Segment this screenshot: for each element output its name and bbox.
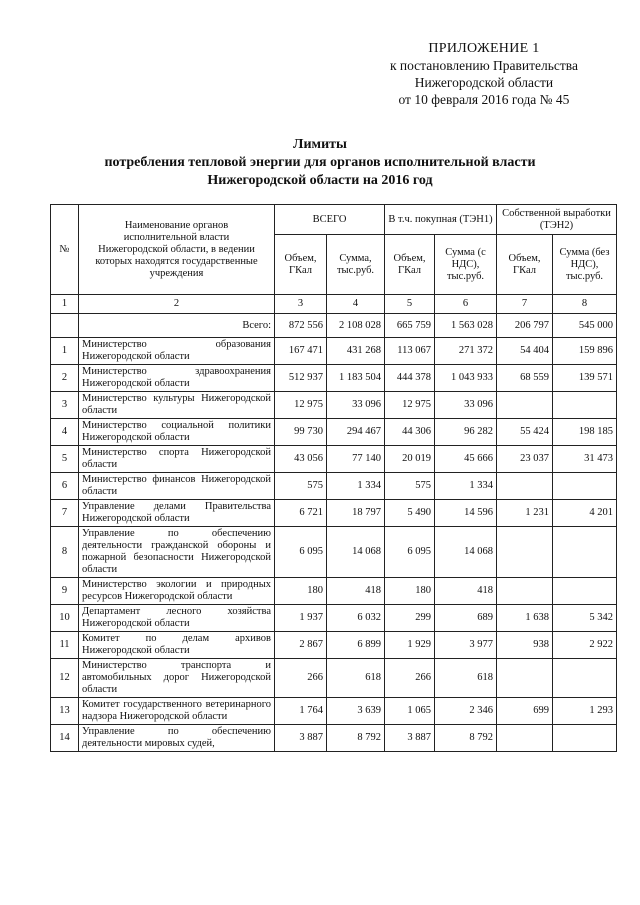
table-row [51, 446, 617, 473]
table-row [51, 605, 617, 632]
row-value: 2 346 [435, 698, 497, 725]
row-value: 418 [327, 578, 385, 605]
row-value: 2 922 [553, 632, 617, 659]
row-number: 3 [51, 392, 79, 419]
organization-name: Министерство культуры Нижегородской области [79, 392, 275, 419]
row-value: 33 096 [327, 392, 385, 419]
row-number: 5 [51, 446, 79, 473]
row-value: 99 730 [275, 419, 327, 446]
title-line: потребления тепловой энергии для органов исполнительной власти [104, 155, 536, 170]
row-value: 14 068 [327, 527, 385, 578]
header-name: Наименование органов исполнительной власти Нижегородской области, в ведении которых находятся государственные учреждения [79, 205, 275, 295]
row-value: 299 [385, 605, 435, 632]
header-own: Собственной выработки (ТЭН2) [497, 205, 617, 235]
row-value: 14 596 [435, 500, 497, 527]
header-total: ВСЕГО [275, 205, 385, 235]
limits-table [50, 204, 617, 752]
organization-name: Министерство здравоохранения Нижегородской области [79, 365, 275, 392]
row-value: 294 467 [327, 419, 385, 446]
row-value: 14 068 [435, 527, 497, 578]
row-value: 1 937 [275, 605, 327, 632]
row-value: 180 [275, 578, 327, 605]
row-value: 8 792 [435, 725, 497, 752]
row-value: 575 [385, 473, 435, 500]
row-value [553, 578, 617, 605]
row-value: 180 [385, 578, 435, 605]
organization-name: Управление по обеспечению деятельности гражданской обороны и пожарной безопасности Нижегородской области [79, 527, 275, 578]
column-number: 3 [275, 295, 327, 314]
row-value [497, 725, 553, 752]
row-value [497, 659, 553, 698]
title-line: Лимиты [293, 137, 347, 152]
row-value: 1 764 [275, 698, 327, 725]
row-value: 1 231 [497, 500, 553, 527]
row-value: 938 [497, 632, 553, 659]
row-value: 618 [327, 659, 385, 698]
row-value: 159 896 [553, 338, 617, 365]
table-row [51, 578, 617, 605]
column-number: 6 [435, 295, 497, 314]
row-value: 6 095 [385, 527, 435, 578]
column-number: 2 [79, 295, 275, 314]
row-value: 23 037 [497, 446, 553, 473]
column-number: 8 [553, 295, 617, 314]
annex-title: ПРИЛОЖЕНИЕ 1 [428, 41, 540, 56]
header-volume: Объем, ГКал [275, 235, 327, 295]
row-value: 167 471 [275, 338, 327, 365]
header-sum: Сумма, тыс.руб. [327, 235, 385, 295]
row-value: 6 095 [275, 527, 327, 578]
column-number: 7 [497, 295, 553, 314]
row-value: 33 096 [435, 392, 497, 419]
row-value: 77 140 [327, 446, 385, 473]
row-value: 699 [497, 698, 553, 725]
header-purchased: В т.ч. покупная (ТЭН1) [385, 205, 497, 235]
table-row [51, 698, 617, 725]
row-value: 266 [275, 659, 327, 698]
row-value: 512 937 [275, 365, 327, 392]
annex-header [390, 40, 578, 108]
total-row [51, 314, 617, 338]
row-value: 431 268 [327, 338, 385, 365]
row-number: 1 [51, 338, 79, 365]
row-value: 271 372 [435, 338, 497, 365]
row-number: 12 [51, 659, 79, 698]
total-value: 2 108 028 [327, 314, 385, 338]
table-row [51, 527, 617, 578]
row-number: 11 [51, 632, 79, 659]
row-value [497, 527, 553, 578]
row-value: 444 378 [385, 365, 435, 392]
annex-date: от 10 февраля 2016 года № 45 [398, 92, 570, 107]
column-number: 1 [51, 295, 79, 314]
row-value [497, 473, 553, 500]
row-value: 1 043 933 [435, 365, 497, 392]
total-value: 1 563 028 [435, 314, 497, 338]
header-sum-vat: Сумма (с НДС), тыс.руб. [435, 235, 497, 295]
row-value: 3 977 [435, 632, 497, 659]
row-number: 9 [51, 578, 79, 605]
row-value: 1 065 [385, 698, 435, 725]
row-value: 113 067 [385, 338, 435, 365]
row-value: 8 792 [327, 725, 385, 752]
row-value [553, 659, 617, 698]
table-row [51, 659, 617, 698]
row-value: 18 797 [327, 500, 385, 527]
row-value: 31 473 [553, 446, 617, 473]
row-number: 8 [51, 527, 79, 578]
row-value: 1 334 [435, 473, 497, 500]
total-label: Всего: [79, 314, 275, 338]
row-value: 1 929 [385, 632, 435, 659]
row-value: 3 887 [275, 725, 327, 752]
row-value: 6 899 [327, 632, 385, 659]
row-value [497, 392, 553, 419]
row-number: 10 [51, 605, 79, 632]
table-row [51, 365, 617, 392]
row-value: 3 887 [385, 725, 435, 752]
row-value: 68 559 [497, 365, 553, 392]
organization-name: Министерство социальной политики Нижегородской области [79, 419, 275, 446]
row-value: 418 [435, 578, 497, 605]
row-number: 4 [51, 419, 79, 446]
annex-line: к постановлению Правительства [389, 58, 578, 73]
organization-name: Министерство экологии и природных ресурсов Нижегородской области [79, 578, 275, 605]
row-value: 5 490 [385, 500, 435, 527]
row-value: 20 019 [385, 446, 435, 473]
row-number: 7 [51, 500, 79, 527]
title-line: Нижегородской области на 2016 год [207, 173, 433, 188]
row-value: 2 867 [275, 632, 327, 659]
row-value: 618 [435, 659, 497, 698]
row-number: 6 [51, 473, 79, 500]
row-value: 1 293 [553, 698, 617, 725]
row-value: 54 404 [497, 338, 553, 365]
row-value: 5 342 [553, 605, 617, 632]
header-sum-novat: Сумма (без НДС), тыс.руб. [553, 235, 617, 295]
table-row [51, 473, 617, 500]
table-row [51, 500, 617, 527]
row-number: 2 [51, 365, 79, 392]
organization-name: Министерство образования Нижегородской области [79, 338, 275, 365]
row-value: 6 032 [327, 605, 385, 632]
table-row [51, 419, 617, 446]
row-value: 689 [435, 605, 497, 632]
total-value: 206 797 [497, 314, 553, 338]
organization-name: Министерство спорта Нижегородской области [79, 446, 275, 473]
organization-name: Комитет по делам архивов Нижегородской области [79, 632, 275, 659]
row-value: 12 975 [275, 392, 327, 419]
organization-name: Министерство транспорта и автомобильных дорог Нижегородской области [79, 659, 275, 698]
header-no: № [51, 205, 79, 295]
row-value: 1 638 [497, 605, 553, 632]
row-value [553, 473, 617, 500]
total-value: 872 556 [275, 314, 327, 338]
row-value: 44 306 [385, 419, 435, 446]
row-value: 6 721 [275, 500, 327, 527]
row-value: 45 666 [435, 446, 497, 473]
row-value: 198 185 [553, 419, 617, 446]
table-row [51, 632, 617, 659]
row-value: 96 282 [435, 419, 497, 446]
table-row [51, 392, 617, 419]
row-value: 1 334 [327, 473, 385, 500]
row-value: 1 183 504 [327, 365, 385, 392]
table-row [51, 338, 617, 365]
organization-name: Министерство финансов Нижегородской области [79, 473, 275, 500]
row-value [553, 725, 617, 752]
row-value [497, 578, 553, 605]
row-value: 4 201 [553, 500, 617, 527]
organization-name: Управление делами Правительства Нижегородской области [79, 500, 275, 527]
row-value [553, 392, 617, 419]
total-value: 545 000 [553, 314, 617, 338]
annex-line: Нижегородской области [414, 75, 554, 90]
row-value: 266 [385, 659, 435, 698]
row-value: 43 056 [275, 446, 327, 473]
header-volume: Объем, ГКал [385, 235, 435, 295]
row-value: 3 639 [327, 698, 385, 725]
table-row [51, 725, 617, 752]
document-title [0, 136, 640, 190]
row-number: 14 [51, 725, 79, 752]
header-volume: Объем, ГКал [497, 235, 553, 295]
organization-name: Управление по обеспечению деятельности мировых судей, [79, 725, 275, 752]
row-value [553, 527, 617, 578]
row-number: 13 [51, 698, 79, 725]
row-value: 12 975 [385, 392, 435, 419]
row-value: 55 424 [497, 419, 553, 446]
total-value: 665 759 [385, 314, 435, 338]
organization-name: Комитет государственного ветеринарного надзора Нижегородской области [79, 698, 275, 725]
row-value: 575 [275, 473, 327, 500]
column-numbers-row [51, 295, 617, 314]
column-number: 5 [385, 295, 435, 314]
column-number: 4 [327, 295, 385, 314]
row-value: 139 571 [553, 365, 617, 392]
organization-name: Департамент лесного хозяйства Нижегородской области [79, 605, 275, 632]
